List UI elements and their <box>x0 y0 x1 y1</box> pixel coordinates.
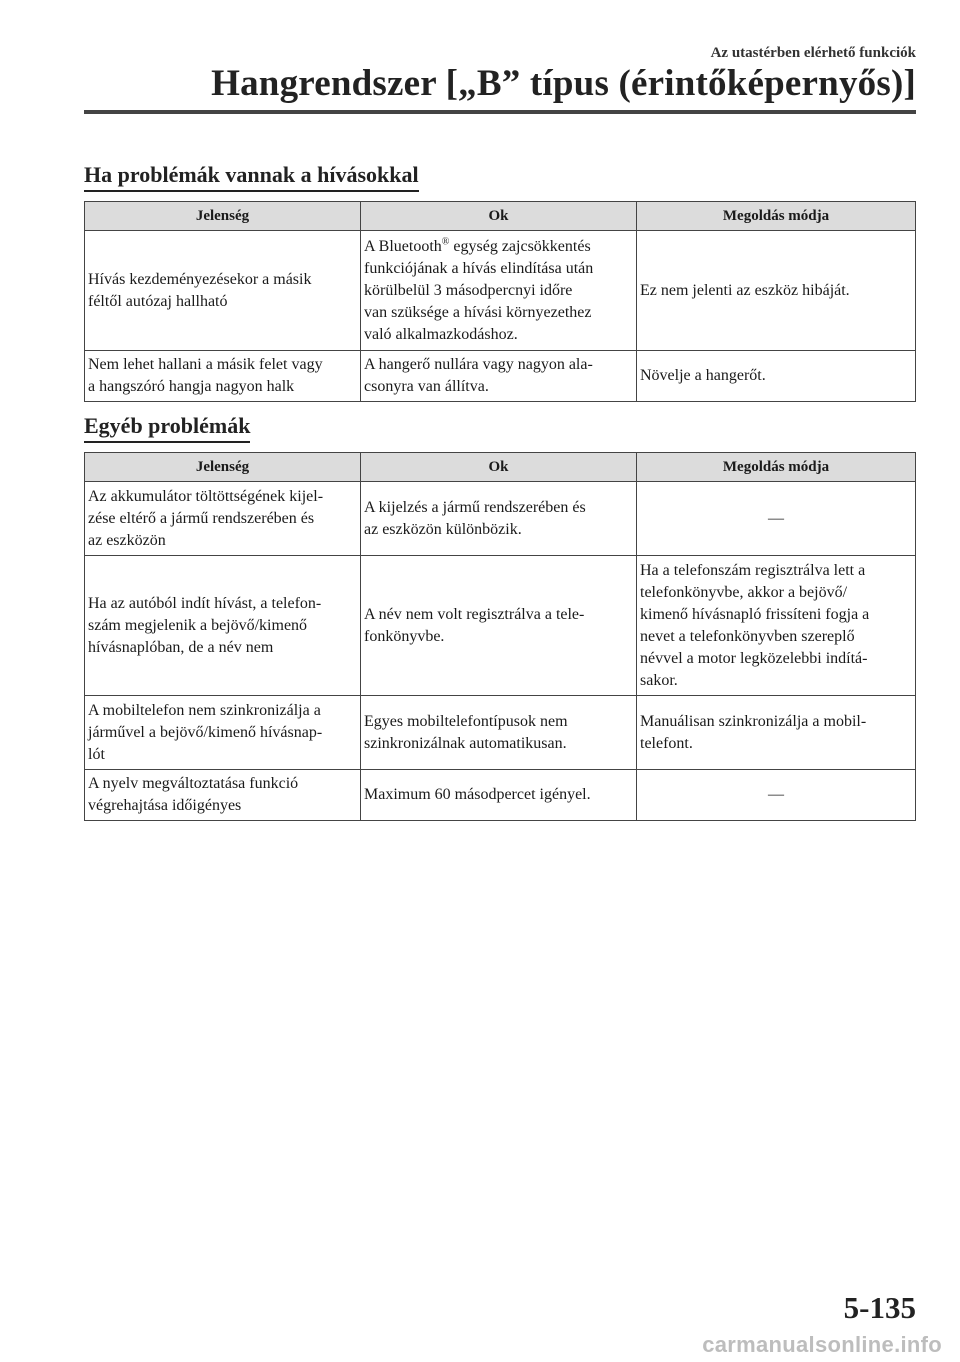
registered-mark: ® <box>441 236 450 248</box>
table-row <box>85 351 916 402</box>
solution-cell: Manuálisan szinkronizálja a mobil- telefont. <box>637 696 916 770</box>
table-row <box>85 482 916 556</box>
cause-cell: Maximum 60 másodpercet igényel. <box>361 770 637 821</box>
column-header-symptom: Jelenség <box>85 453 361 482</box>
table-row <box>85 231 916 351</box>
cause-text: A Bluetooth <box>364 237 442 255</box>
column-header-solution: Megoldás módja <box>637 453 916 482</box>
symptom-cell: Nem lehet hallani a másik felet vagy a hangszóró hangja nagyon halk <box>85 351 361 402</box>
solution-cell: — <box>637 482 916 556</box>
symptom-cell: Az akkumulátor töltöttségének kijel- zése eltérő a jármű rendszerében és az eszközön <box>85 482 361 556</box>
header-divider <box>84 110 916 114</box>
solution-cell: — <box>637 770 916 821</box>
section-title-calls: Ha problémák vannak a hívásokkal <box>84 162 419 192</box>
column-header-cause: Ok <box>361 202 637 231</box>
solution-cell: Ez nem jelenti az eszköz hibáját. <box>637 231 916 351</box>
symptom-cell: Ha az autóból indít hívást, a telefon- szám megjelenik a bejövő/kimenő hívásnaplóban, de a név nem <box>85 556 361 696</box>
chapter-heading: Az utastérben elérhető funkciók <box>710 45 916 61</box>
page-number: 5-135 <box>843 1290 916 1325</box>
other-troubleshooting-table <box>84 452 916 821</box>
cause-cell: A név nem volt regisztrálva a tele- fonkönyvbe. <box>361 556 637 696</box>
section-title-other: Egyéb problémák <box>84 413 250 443</box>
column-header-cause: Ok <box>361 453 637 482</box>
cause-cell: A hangerő nullára vagy nagyon ala- csonyra van állítva. <box>361 351 637 402</box>
symptom-cell: A mobiltelefon nem szinkronizálja a járművel a bejövő/kimenő hívásnap- lót <box>85 696 361 770</box>
symptom-cell: Hívás kezdeményezésekor a másik féltől autózaj hallható <box>85 231 361 351</box>
cause-text-continued: egység zajcsökkentés funkciójának a hívás elindítása után körülbelül 3 másodpercnyi időre van szüksége a hívási környezethez való alkalmazkodáshoz. <box>364 237 594 343</box>
cause-cell <box>361 231 637 351</box>
cause-cell: A kijelzés a jármű rendszerében és az eszközön különbözik. <box>361 482 637 556</box>
table-row <box>85 556 916 696</box>
solution-cell: Ha a telefonszám regisztrálva lett a telefonkönyvbe, akkor a bejövő/ kimenő hívásnapló frissíteni fogja a nevet a telefonkönyvben szereplő névvel a motor legközelebbi indítá- sakor. <box>637 556 916 696</box>
table-header-row <box>85 453 916 482</box>
table-row <box>85 696 916 770</box>
cause-cell: Egyes mobiltelefontípusok nem szinkronizálnak automatikusan. <box>361 696 637 770</box>
page-title: Hangrendszer [„B” típus (érintőképernyős)] <box>211 63 916 104</box>
column-header-solution: Megoldás módja <box>637 202 916 231</box>
solution-cell: Növelje a hangerőt. <box>637 351 916 402</box>
calls-troubleshooting-table <box>84 201 916 402</box>
watermark: carmanualsonline.info <box>702 1332 942 1357</box>
column-header-symptom: Jelenség <box>85 202 361 231</box>
table-row <box>85 770 916 821</box>
table-header-row <box>85 202 916 231</box>
symptom-cell: A nyelv megváltoztatása funkció végrehajtása időigényes <box>85 770 361 821</box>
